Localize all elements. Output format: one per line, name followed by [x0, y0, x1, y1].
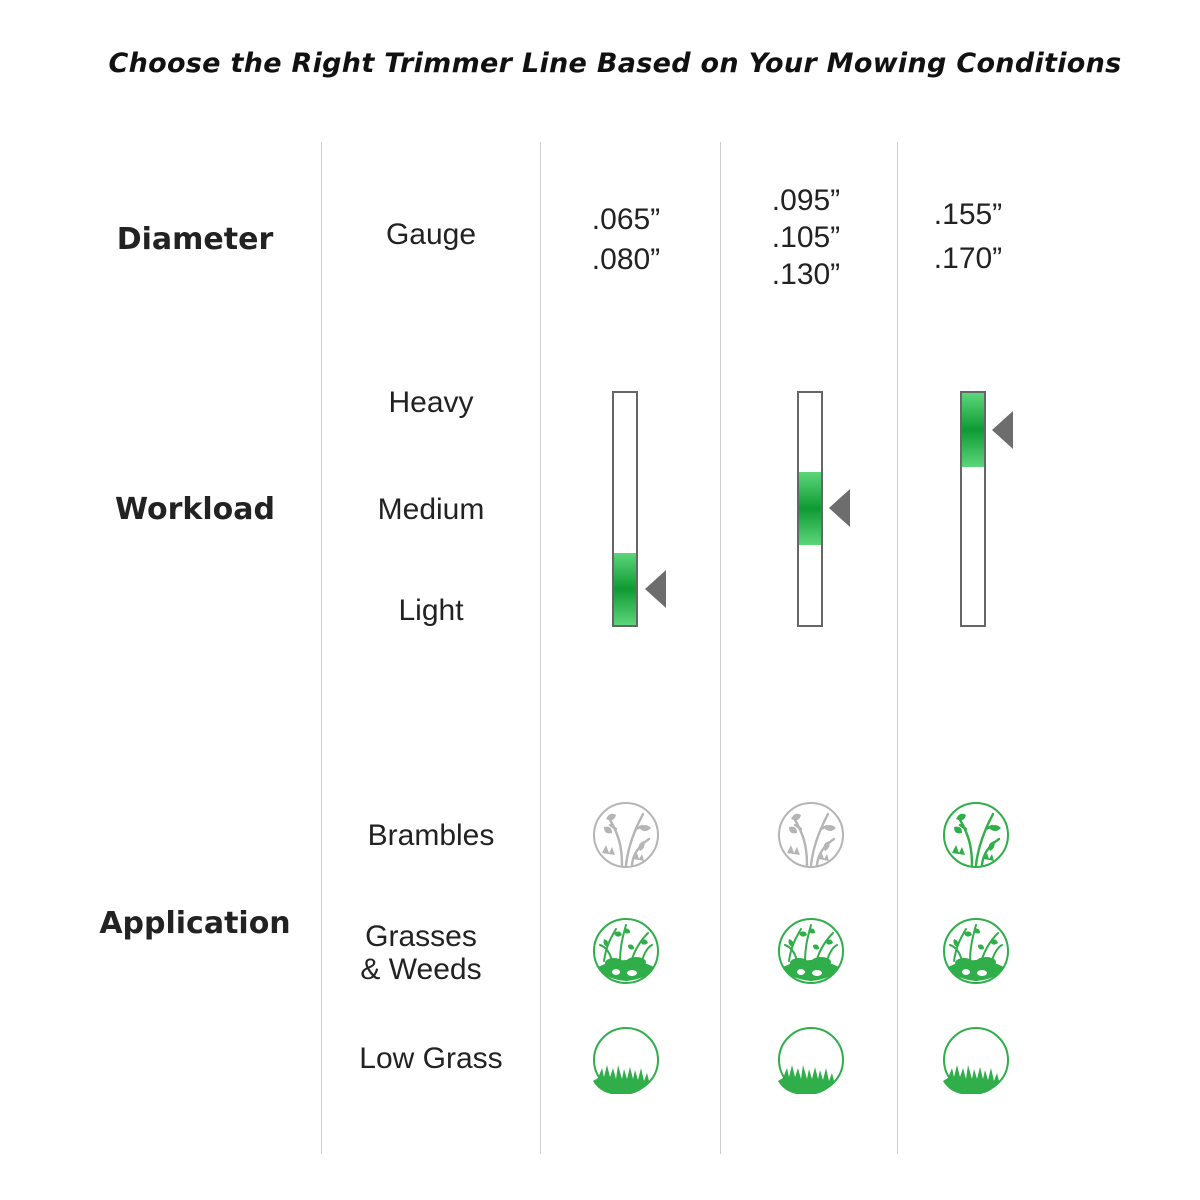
page-title: Choose the Right Trimmer Line Based on Your Mowing Conditions [108, 48, 1122, 79]
grasses-weeds-icon [592, 917, 660, 985]
gauge-list-col2 [716, 182, 896, 293]
grasses-line-2: & Weeds [360, 953, 482, 986]
column-divider [897, 142, 898, 1154]
grasses-line-1: Grasses [365, 920, 477, 953]
brambles-icon [942, 801, 1010, 869]
column-divider [321, 142, 322, 1154]
workload-fill [962, 393, 984, 467]
gauge-value: .130” [771, 258, 841, 291]
gauge-value: .065” [591, 203, 661, 236]
gauge-value: .105” [771, 221, 841, 254]
low-grass-icon [777, 1026, 845, 1094]
column-divider [720, 142, 721, 1154]
workload-fill [614, 553, 636, 625]
section-diameter: Diameter [116, 222, 274, 257]
gauge-list-col3 [878, 193, 1058, 281]
gauge-list-col1 [536, 200, 716, 280]
row-label-grasses-weeds [312, 920, 530, 986]
workload-pointer-icon [829, 489, 850, 527]
grasses-weeds-icon [942, 917, 1010, 985]
gauge-value: .080” [591, 243, 661, 276]
row-label-gauge: Gauge [385, 218, 477, 251]
low-grass-icon [592, 1026, 660, 1094]
workload-fill [799, 472, 821, 545]
workload-pointer-icon [992, 411, 1013, 449]
row-label-low-grass: Low Grass [359, 1042, 503, 1075]
workload-bar-col3 [960, 391, 986, 627]
gauge-value: .155” [933, 198, 1003, 231]
column-divider [540, 142, 541, 1154]
gauge-value: .095” [771, 184, 841, 217]
workload-bar-col2 [797, 391, 823, 627]
workload-bar-col1 [612, 391, 638, 627]
workload-pointer-icon [645, 570, 666, 608]
low-grass-icon [942, 1026, 1010, 1094]
brambles-icon [777, 801, 845, 869]
row-label-medium: Medium [377, 493, 485, 526]
section-workload: Workload [115, 492, 275, 527]
grasses-weeds-icon [777, 917, 845, 985]
brambles-icon [592, 801, 660, 869]
row-label-heavy: Heavy [388, 386, 474, 419]
section-application: Application [99, 906, 291, 941]
gauge-value: .170” [933, 242, 1003, 275]
row-label-light: Light [398, 594, 464, 627]
row-label-brambles: Brambles [367, 819, 495, 852]
